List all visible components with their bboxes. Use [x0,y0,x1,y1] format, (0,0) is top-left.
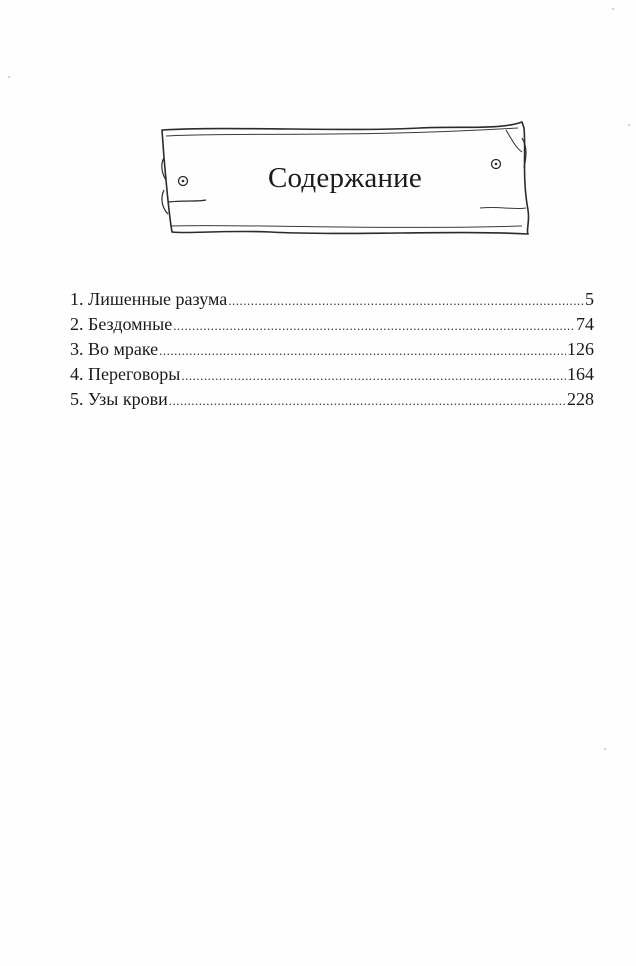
toc-entry-page: 126 [567,339,594,359]
toc-entry-page: 164 [567,364,594,384]
toc-entry-label: 1. Лишенные разума [70,289,228,309]
toc-entry[interactable] [70,337,594,362]
toc-entry[interactable] [70,362,594,387]
toc-entry-page: 228 [567,389,594,409]
scan-speck [8,76,10,78]
toc-leader-dots [228,288,584,313]
toc-leader-dots [181,363,566,388]
scan-speck [604,748,606,750]
page-title: Содержание [268,162,422,194]
toc-entry[interactable] [70,287,594,312]
toc-entry-page: 74 [576,314,594,334]
toc-entry-page: 5 [585,289,594,309]
toc-leader-dots [169,388,566,413]
scan-speck [612,8,614,10]
toc-entry-label: 4. Переговоры [70,364,181,384]
toc-entry[interactable] [70,387,594,412]
table-of-contents [70,287,594,412]
toc-entry-label: 3. Во мраке [70,339,159,359]
toc-entry-label: 5. Узы крови [70,389,168,409]
toc-entry[interactable] [70,312,594,337]
toc-leader-dots [173,313,575,338]
toc-leader-dots [159,338,566,363]
toc-entry-label: 2. Бездомные [70,314,173,334]
scan-speck [628,124,630,126]
heading-plaque [150,118,540,248]
